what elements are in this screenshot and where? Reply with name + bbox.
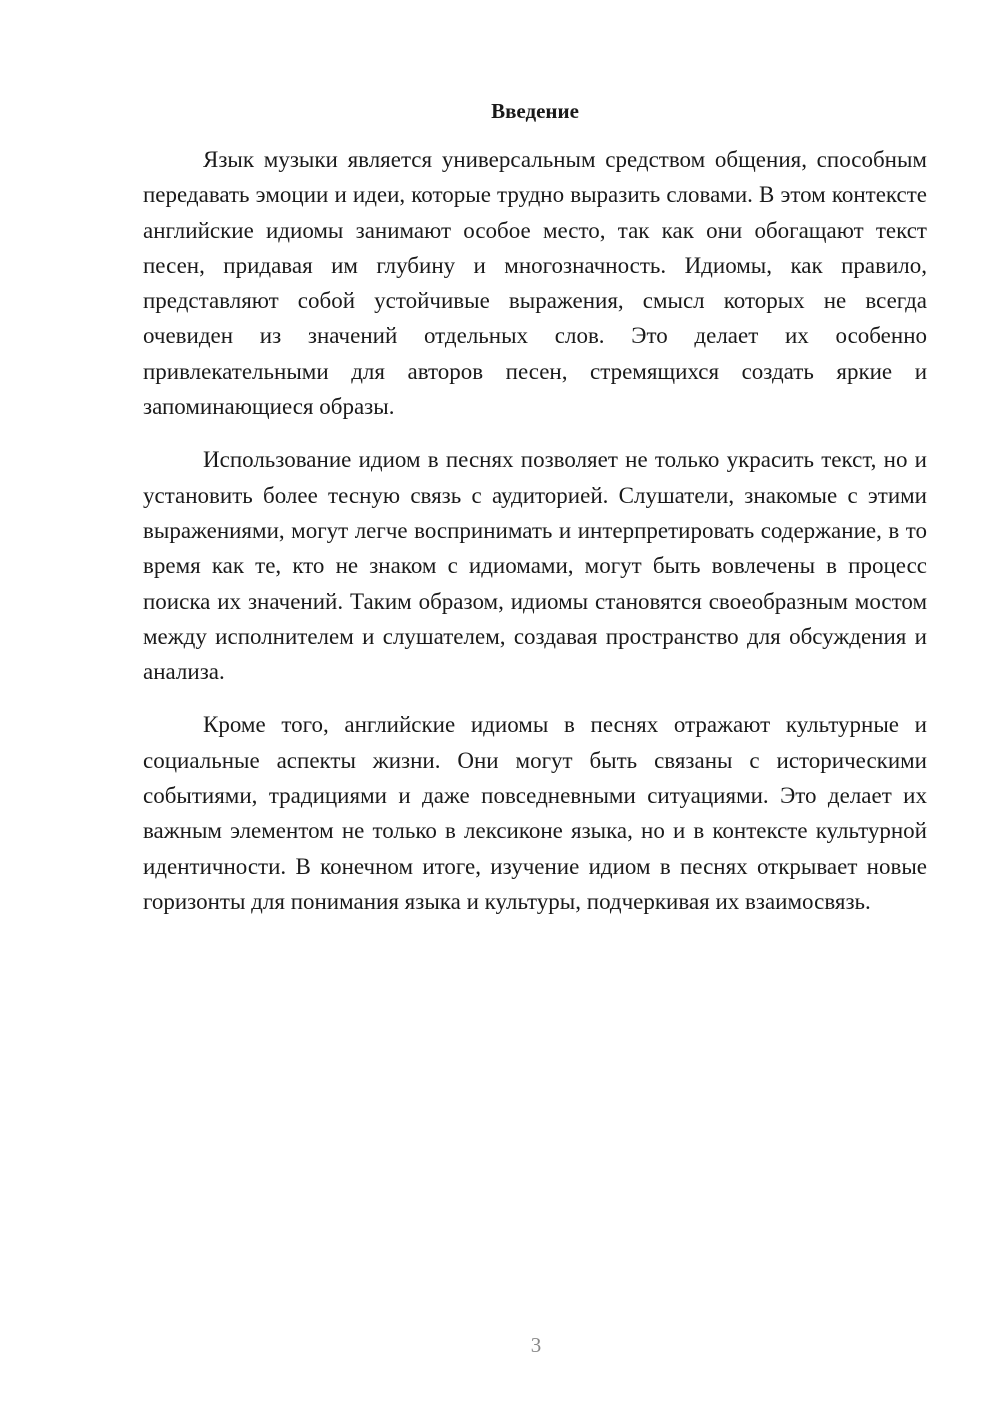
paragraph-1: Язык музыки является универсальным средством общения, способным передавать эмоции и идеи, которые трудно выразить словами. В этом контексте английские идиомы занимают особое место, так как они обогащают текст песен, придавая им глубину и многозначность. Идиомы, как правило, представляют собой устойчивые выражения, смысл которых не всегда очевиден из значений отдельных слов. Это делает их особенно привлекательными для авторов песен, стремящихся создать яркие и запоминающиеся образы.	[143, 147, 927, 420]
section-heading: Введение	[491, 99, 579, 123]
paragraph-2: Использование идиом в песнях позволяет не только украсить текст, но и установить более тесную связь с аудиторией. Слушатели, знакомые с этими выражениями, могут легче воспринимать и интерпретировать содержание, в то время как те, кто не знаком с идиомами, могут быть вовлечены в процесс поиска их значений. Таким образом, идиомы становятся своеобразным мостом между исполнителем и слушателем, создавая пространство для обсуждения и анализа.	[143, 447, 927, 685]
page-number: 3	[530, 1333, 542, 1357]
body-text	[143, 142, 927, 937]
paragraph-3: Кроме того, английские идиомы в песнях отражают культурные и социальные аспекты жизни. Они могут быть связаны с историческими событиями, традициями и даже повседневными ситуациями. Это делает их важным элементом не только в лексиконе языка, но и в контексте культурной идентичности. В конечном итоге, изучение идиом в песнях открывает новые горизонты для понимания языка и культуры, подчеркивая их взаимосвязь.	[143, 712, 927, 914]
